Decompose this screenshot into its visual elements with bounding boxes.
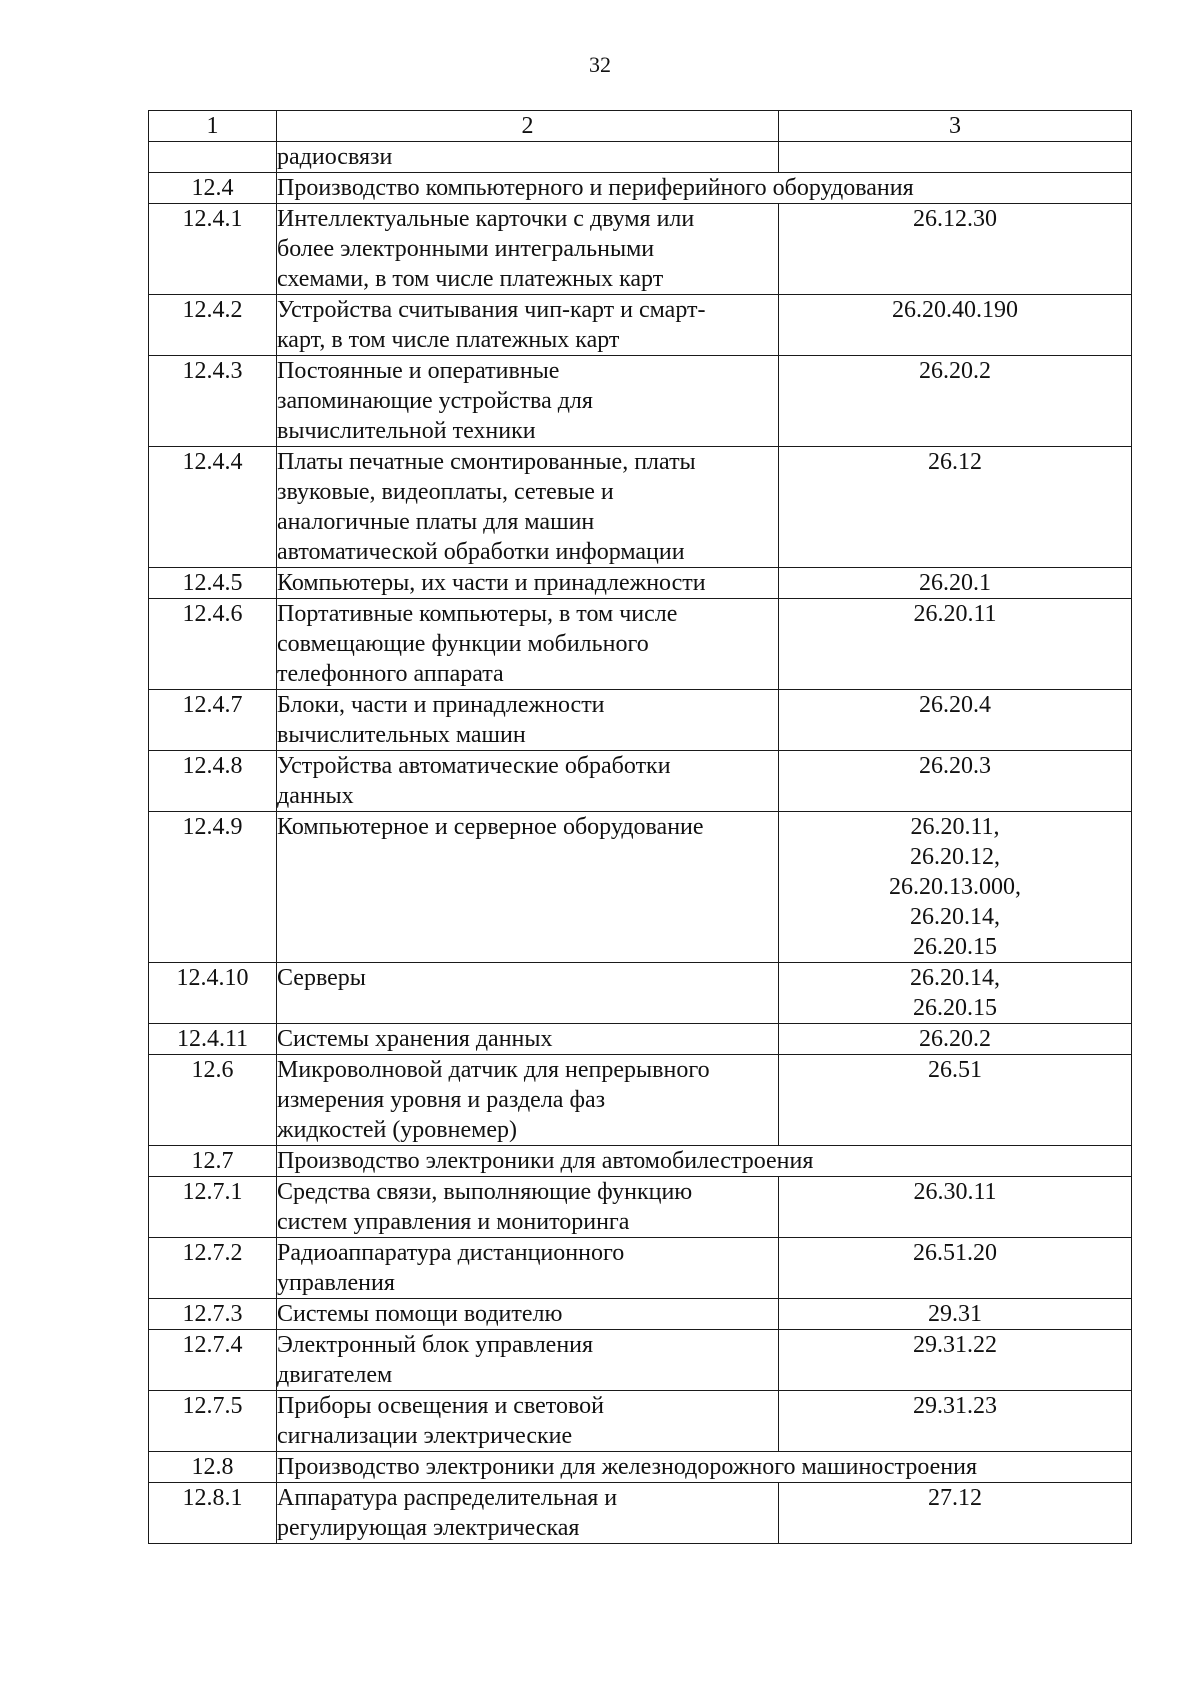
table-row: [149, 963, 1132, 1024]
row-code: 26.20.3: [779, 751, 1132, 812]
table-row: [149, 1177, 1132, 1238]
table-row: [149, 1330, 1132, 1391]
row-number: 12.4.7: [149, 690, 277, 751]
row-number: 12.7.2: [149, 1238, 277, 1299]
classification-table: [148, 110, 1132, 1544]
row-description: Системы помощи водителю: [277, 1299, 779, 1330]
table-row: [149, 1391, 1132, 1452]
section-row: [149, 1452, 1132, 1483]
row-description: Устройства считывания чип-карт и смарт- карт, в том числе платежных карт: [277, 295, 779, 356]
table-row: [149, 1299, 1132, 1330]
table-header-row: [149, 111, 1132, 142]
page-number: 32: [589, 52, 611, 77]
row-number: 12.4.3: [149, 356, 277, 447]
row-code: 26.20.11, 26.20.12, 26.20.13.000, 26.20.14, 26.20.15: [779, 812, 1132, 963]
row-description: Аппаратура распределительная и регулирующая электрическая: [277, 1483, 779, 1544]
section-title: Производство компьютерного и периферийного оборудования: [277, 173, 1132, 204]
row-description: радиосвязи: [277, 142, 779, 173]
table-row: [149, 204, 1132, 295]
row-number: 12.4.11: [149, 1024, 277, 1055]
row-number: 12.4.2: [149, 295, 277, 356]
row-code: 26.51.20: [779, 1238, 1132, 1299]
row-description: Системы хранения данных: [277, 1024, 779, 1055]
row-description: Компьютерное и серверное оборудование: [277, 812, 779, 963]
row-code: [779, 142, 1132, 173]
row-description: Устройства автоматические обработки данных: [277, 751, 779, 812]
table-row: [149, 142, 1132, 173]
section-title: Производство электроники для автомобилестроения: [277, 1146, 1132, 1177]
row-description: Платы печатные смонтированные, платы звуковые, видеоплаты, сетевые и аналогичные платы для машин автоматической обработки информации: [277, 447, 779, 568]
row-code: 29.31: [779, 1299, 1132, 1330]
row-code: 26.12.30: [779, 204, 1132, 295]
row-number: 12.4.1: [149, 204, 277, 295]
row-description: Блоки, части и принадлежности вычислительных машин: [277, 690, 779, 751]
row-number: 12.4.6: [149, 599, 277, 690]
table-row: [149, 690, 1132, 751]
row-number: 12.4.9: [149, 812, 277, 963]
row-code: 26.20.11: [779, 599, 1132, 690]
row-description: Радиоаппаратура дистанционного управления: [277, 1238, 779, 1299]
row-code: 26.12: [779, 447, 1132, 568]
row-description: Постоянные и оперативные запоминающие устройства для вычислительной техники: [277, 356, 779, 447]
column-header-2: 2: [277, 111, 779, 142]
row-number: 12.4.4: [149, 447, 277, 568]
row-code: 26.20.14, 26.20.15: [779, 963, 1132, 1024]
row-number: 12.7: [149, 1146, 277, 1177]
table-row: [149, 751, 1132, 812]
table-row: [149, 447, 1132, 568]
section-row: [149, 1146, 1132, 1177]
row-description: Средства связи, выполняющие функцию систем управления и мониторинга: [277, 1177, 779, 1238]
row-code: 26.51: [779, 1055, 1132, 1146]
row-description: Электронный блок управления двигателем: [277, 1330, 779, 1391]
column-header-3: 3: [779, 111, 1132, 142]
table-row: [149, 599, 1132, 690]
row-code: 29.31.22: [779, 1330, 1132, 1391]
row-number: 12.4.10: [149, 963, 277, 1024]
row-number: 12.7.1: [149, 1177, 277, 1238]
row-code: 26.20.2: [779, 356, 1132, 447]
row-number: [149, 142, 277, 173]
row-description: Микроволновой датчик для непрерывного измерения уровня и раздела фаз жидкостей (уровнемер): [277, 1055, 779, 1146]
section-title: Производство электроники для железнодорожного машиностроения: [277, 1452, 1132, 1483]
table-row: [149, 1055, 1132, 1146]
row-description: Приборы освещения и световой сигнализации электрические: [277, 1391, 779, 1452]
column-header-1: 1: [149, 111, 277, 142]
row-number: 12.8: [149, 1452, 277, 1483]
table-row: [149, 568, 1132, 599]
table-row: [149, 295, 1132, 356]
row-description: Интеллектуальные карточки с двумя или более электронными интегральными схемами, в том числе платежных карт: [277, 204, 779, 295]
row-description: Серверы: [277, 963, 779, 1024]
row-code: 29.31.23: [779, 1391, 1132, 1452]
row-description: Портативные компьютеры, в том числе совмещающие функции мобильного телефонного аппарата: [277, 599, 779, 690]
table-row: [149, 1483, 1132, 1544]
row-description: Компьютеры, их части и принадлежности: [277, 568, 779, 599]
row-number: 12.4.5: [149, 568, 277, 599]
row-number: 12.7.4: [149, 1330, 277, 1391]
row-number: 12.6: [149, 1055, 277, 1146]
row-number: 12.4: [149, 173, 277, 204]
row-number: 12.4.8: [149, 751, 277, 812]
row-number: 12.8.1: [149, 1483, 277, 1544]
row-code: 26.20.40.190: [779, 295, 1132, 356]
row-code: 26.20.2: [779, 1024, 1132, 1055]
row-code: 26.20.1: [779, 568, 1132, 599]
row-number: 12.7.3: [149, 1299, 277, 1330]
table-row: [149, 356, 1132, 447]
row-code: 26.20.4: [779, 690, 1132, 751]
table-row: [149, 812, 1132, 963]
row-code: 26.30.11: [779, 1177, 1132, 1238]
section-row: [149, 173, 1132, 204]
row-number: 12.7.5: [149, 1391, 277, 1452]
row-code: 27.12: [779, 1483, 1132, 1544]
table-row: [149, 1238, 1132, 1299]
table-row: [149, 1024, 1132, 1055]
